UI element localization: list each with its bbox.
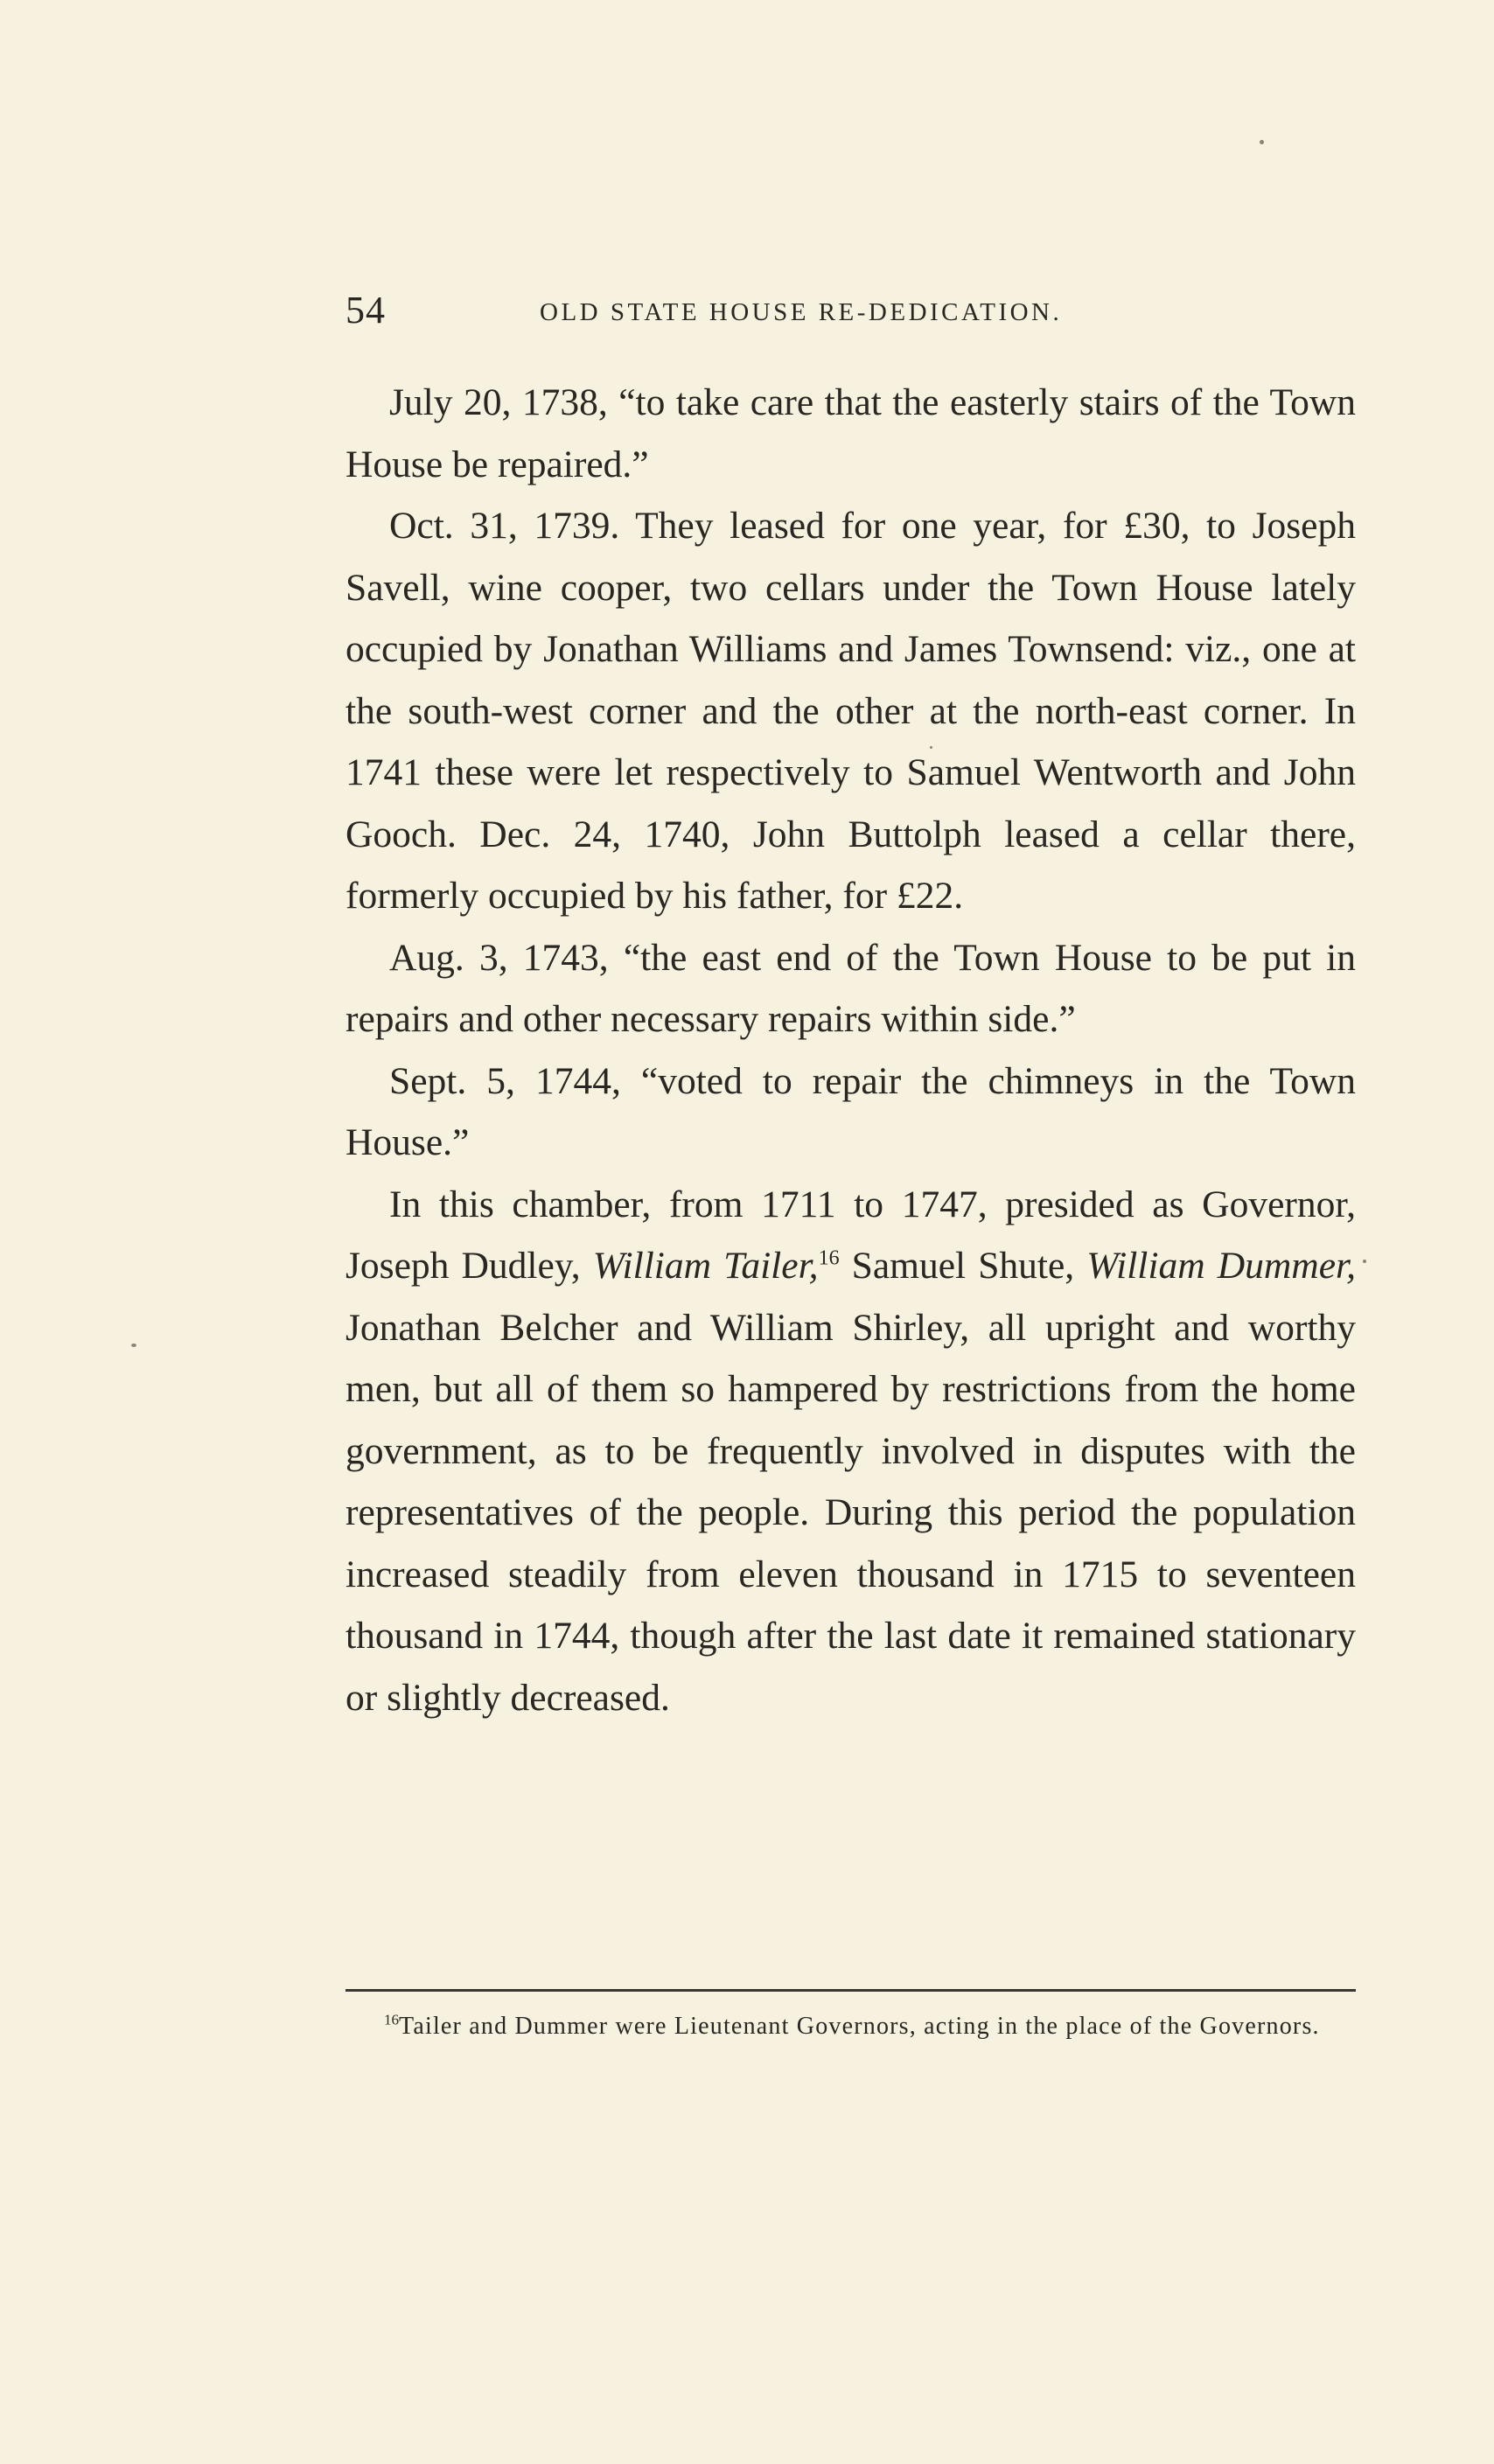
name-william-dummer: William Dummer, <box>1086 1245 1356 1287</box>
paragraph-5-part-2: Samuel Shute, <box>851 1245 1075 1287</box>
page-number: 54 <box>346 289 386 332</box>
paragraph-5 <box>346 1174 1356 1729</box>
paragraph-4: Sept. 5, 1744, “voted to repair the chimneys in the Town House.” <box>346 1059 1356 1163</box>
paper-speck <box>1363 1260 1366 1263</box>
footnote-reference: 16 <box>818 1246 840 1270</box>
paragraph-5-part-3: Jonathan Belcher and William Shirley, all upright and worthy men, but all of them so hampered by restrictions from the home government, as to be frequently involved in disputes with the representatives of the people. During this period the population increased steadily from eleven thousand in 1715 to seventeen thousand in 1744, though after the last date it remained stationary or slightly decreased. <box>346 1306 1356 1719</box>
footnote-rule <box>346 1989 1356 1992</box>
footnote-body: Tailer and Dummer were Lieutenant Governors, acting in the place of the Governors. <box>399 2013 1320 2040</box>
footnote <box>346 2005 1356 2048</box>
footnote-text <box>346 2005 1356 2048</box>
paragraph-1: July 20, 1738, “to take care that the easterly stairs of the Town House be repaired.” <box>346 381 1356 485</box>
paper-speck <box>1260 140 1264 144</box>
footnote-mark: 16 <box>384 2011 399 2028</box>
paragraph-5-part-1: In this chamber, from 1711 to 1747, presided as Governor, Joseph Dudley, <box>346 1183 1356 1287</box>
paragraph-3: Aug. 3, 1743, “the east end of the Town House to be put in repairs and other necessary repairs within side.” <box>346 936 1356 1040</box>
running-head: OLD STATE HOUSE RE-DEDICATION. <box>540 298 1063 326</box>
name-william-tailer: William Tailer, <box>592 1245 819 1287</box>
page-header <box>346 284 1356 337</box>
paper-speck <box>131 1344 136 1347</box>
body-text <box>346 372 1356 1728</box>
paragraph-2: Oct. 31, 1739. They leased for one year, for £30, to Joseph Savell, wine cooper, two cellars under the Town House lately occupied by Jonathan Williams and James Townsend: viz., one at the south-west corner and the other at the north-east corner. In 1741 these were let respectively to Samuel Wentworth and John Gooch. Dec. 24, 1740, John Buttolph leased a cellar there, formerly occupied by his father, for £22. <box>346 505 1356 917</box>
paper-speck <box>930 746 932 749</box>
